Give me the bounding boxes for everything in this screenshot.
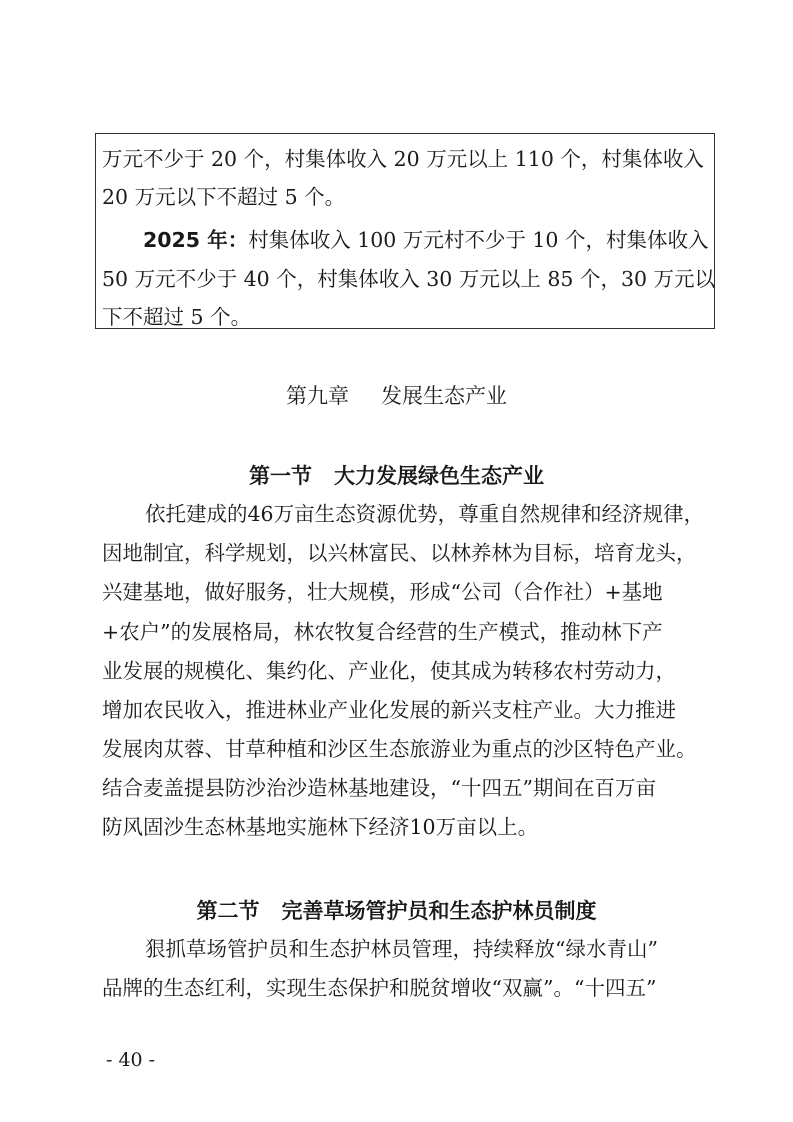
s1-line-5: 业发展的规模化、集约化、产业化，使其成为转移农村劳动力， [102, 659, 676, 683]
s1-line-2: 因地制宜，科学规划，以兴林富民、以林养林为目标，培育龙头， [102, 541, 697, 565]
s1-line-9: 防风固沙生态林基地实施林下经济10万亩以上。 [102, 815, 539, 839]
s2-line-1: 狠抓草场管护员和生态护林员管理，持续释放“绿水青山” [145, 937, 658, 961]
box-line-1: 万元不少于 20 个，村集体收入 20 万元以上 110 个，村集体收入 [102, 147, 704, 171]
s1-line-1: 依托建成的46万亩生态资源优势，尊重自然规律和经济规律， [145, 502, 705, 526]
box-line-2: 20 万元以下不超过 5 个。 [102, 185, 346, 209]
s2-line-2: 品牌的生态红利，实现生态保护和脱贫增收“双赢”。“十四五” [102, 976, 657, 1000]
chapter-heading [0, 380, 793, 410]
s1-line-7: 发展肉苁蓉、甘草种植和沙区生态旅游业为重点的沙区特色产业。 [102, 737, 697, 761]
box-line-4: 50 万元不少于 40 个，村集体收入 30 万元以上 85 个，30 万元以 [102, 267, 716, 291]
section-2-number: 第二节 [196, 898, 260, 923]
section-2-title: 完善草场管护员和生态护林员制度 [281, 898, 597, 923]
year-line-rest: 村集体收入 100 万元村不少于 10 个，村集体收入 [248, 228, 709, 252]
section-1-title: 大力发展绿色生态产业 [334, 463, 544, 488]
chapter-title: 发展生态产业 [381, 384, 507, 408]
box-line-5: 下不超过 5 个。 [102, 305, 252, 329]
s1-line-6: 增加农民收入，推进林业产业化发展的新兴支柱产业。大力推进 [102, 698, 676, 722]
s1-line-3: 兴建基地，做好服务，壮大规模，形成“公司（合作社）+基地 [102, 580, 663, 604]
s1-line-8: 结合麦盖提县防沙治沙造林基地建设，“十四五”期间在百万亩 [102, 776, 656, 800]
box-year-line [143, 228, 708, 252]
section-2-heading [0, 895, 793, 925]
section-1-heading [0, 460, 793, 490]
year-label: 2025 年： [143, 228, 249, 252]
section-1-number: 第一节 [249, 463, 312, 488]
chapter-number: 第九章 [286, 384, 349, 408]
page-number: - 40 - [106, 1049, 156, 1071]
s1-line-4: +农户”的发展格局，林农牧复合经营的生产模式，推动林下产 [102, 620, 663, 644]
